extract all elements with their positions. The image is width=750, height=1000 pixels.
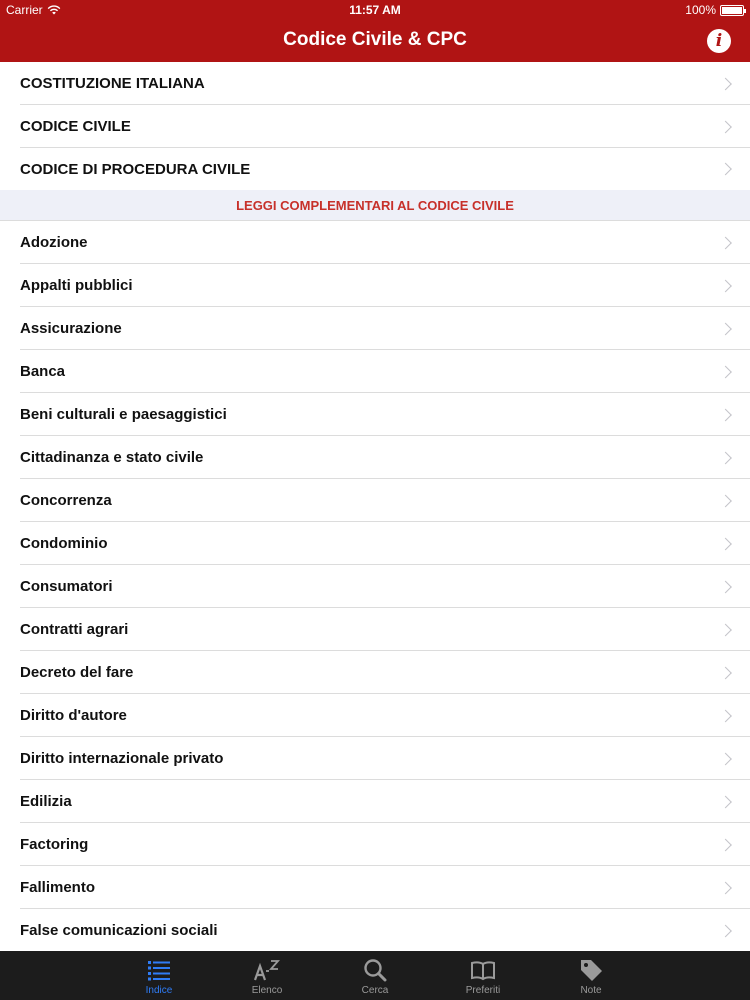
carrier-label: Carrier [6, 3, 43, 17]
tab-label: Indice [145, 985, 173, 996]
tab-cerca[interactable] [321, 951, 429, 1000]
tab-indice[interactable] [105, 951, 213, 1000]
list-item[interactable] [0, 651, 750, 694]
list-item-label: Decreto del fare [20, 664, 134, 681]
info-icon[interactable]: i [707, 29, 731, 53]
list-item-label: Contratti agrari [20, 621, 129, 638]
list-item[interactable] [0, 221, 750, 264]
list-item-label: Edilizia [20, 793, 72, 810]
battery-percent: 100% [685, 3, 716, 17]
chevron-right-icon [719, 494, 732, 507]
list-item-label: CODICE CIVILE [20, 118, 131, 135]
search-icon [362, 957, 388, 983]
status-bar [0, 0, 750, 20]
list-item-label: Cittadinanza e stato civile [20, 449, 204, 466]
list-item[interactable] [0, 780, 750, 823]
list-item[interactable] [0, 608, 750, 651]
chevron-right-icon [719, 451, 732, 464]
list-item[interactable] [0, 436, 750, 479]
list-icon [146, 957, 172, 983]
tab-label: Preferiti [465, 985, 501, 996]
nav-bar [0, 20, 750, 62]
chevron-right-icon [719, 881, 732, 894]
tab-bar [0, 951, 750, 1000]
list-item-label: Fallimento [20, 879, 96, 896]
chevron-right-icon [719, 77, 732, 90]
chevron-right-icon [719, 279, 732, 292]
list-item[interactable] [0, 823, 750, 866]
status-time: 11:57 AM [349, 3, 401, 17]
list-item[interactable] [0, 866, 750, 909]
list-item-label: Assicurazione [20, 320, 122, 337]
chevron-right-icon [719, 236, 732, 249]
chevron-right-icon [719, 120, 732, 133]
list-item-codice-procedura-civile[interactable] [0, 148, 750, 190]
list-item[interactable] [0, 909, 750, 951]
chevron-right-icon [719, 322, 732, 335]
page-title: Codice Civile & CPC [283, 29, 467, 50]
tab-label: Cerca [361, 985, 389, 996]
chevron-right-icon [719, 365, 732, 378]
chevron-right-icon [719, 752, 732, 765]
list-item-label: Beni culturali e paesaggistici [20, 406, 227, 423]
chevron-right-icon [719, 537, 732, 550]
list-item-label: Banca [20, 363, 66, 380]
section-header: LEGGI COMPLEMENTARI AL CODICE CIVILE [0, 190, 750, 221]
chevron-right-icon [719, 580, 732, 593]
list-item-label: Diritto d'autore [20, 707, 127, 724]
list-item-label: Diritto internazionale privato [20, 750, 224, 767]
tab-preferiti[interactable] [429, 951, 537, 1000]
list-item-label: Adozione [20, 234, 88, 251]
chevron-right-icon [719, 408, 732, 421]
list-item[interactable] [0, 393, 750, 436]
list-item-label: Concorrenza [20, 492, 112, 509]
chevron-right-icon [719, 838, 732, 851]
tab-note[interactable] [537, 951, 645, 1000]
tab-label: Note [580, 985, 602, 996]
battery-icon [720, 5, 744, 16]
chevron-right-icon [719, 623, 732, 636]
tab-elenco[interactable] [213, 951, 321, 1000]
list-item-label: COSTITUZIONE ITALIANA [20, 75, 205, 92]
list-item-label: Appalti pubblici [20, 277, 133, 294]
list-item[interactable] [0, 479, 750, 522]
tag-icon [578, 957, 604, 983]
list-item-label: CODICE DI PROCEDURA CIVILE [20, 160, 251, 178]
list-item[interactable] [0, 522, 750, 565]
list-item-label: False comunicazioni sociali [20, 922, 218, 939]
list-item-label: Condominio [20, 535, 108, 552]
chevron-right-icon [719, 163, 732, 176]
list-item[interactable] [0, 350, 750, 393]
chevron-right-icon [719, 924, 732, 937]
a-z-icon [254, 957, 280, 983]
tab-label: Elenco [251, 985, 283, 996]
book-icon [470, 957, 496, 983]
list-item[interactable] [0, 565, 750, 608]
chevron-right-icon [719, 795, 732, 808]
chevron-right-icon [719, 666, 732, 679]
list-item[interactable] [0, 694, 750, 737]
list-item-costituzione[interactable] [0, 62, 750, 105]
list-item[interactable] [0, 307, 750, 350]
list-item[interactable] [0, 264, 750, 307]
chevron-right-icon [719, 709, 732, 722]
list-item-label: Factoring [20, 836, 89, 853]
status-right [685, 3, 744, 17]
list-item-label: Consumatori [20, 578, 113, 595]
list-item-codice-civile[interactable] [0, 105, 750, 148]
list-item[interactable] [0, 737, 750, 780]
index-list[interactable] [0, 62, 750, 951]
